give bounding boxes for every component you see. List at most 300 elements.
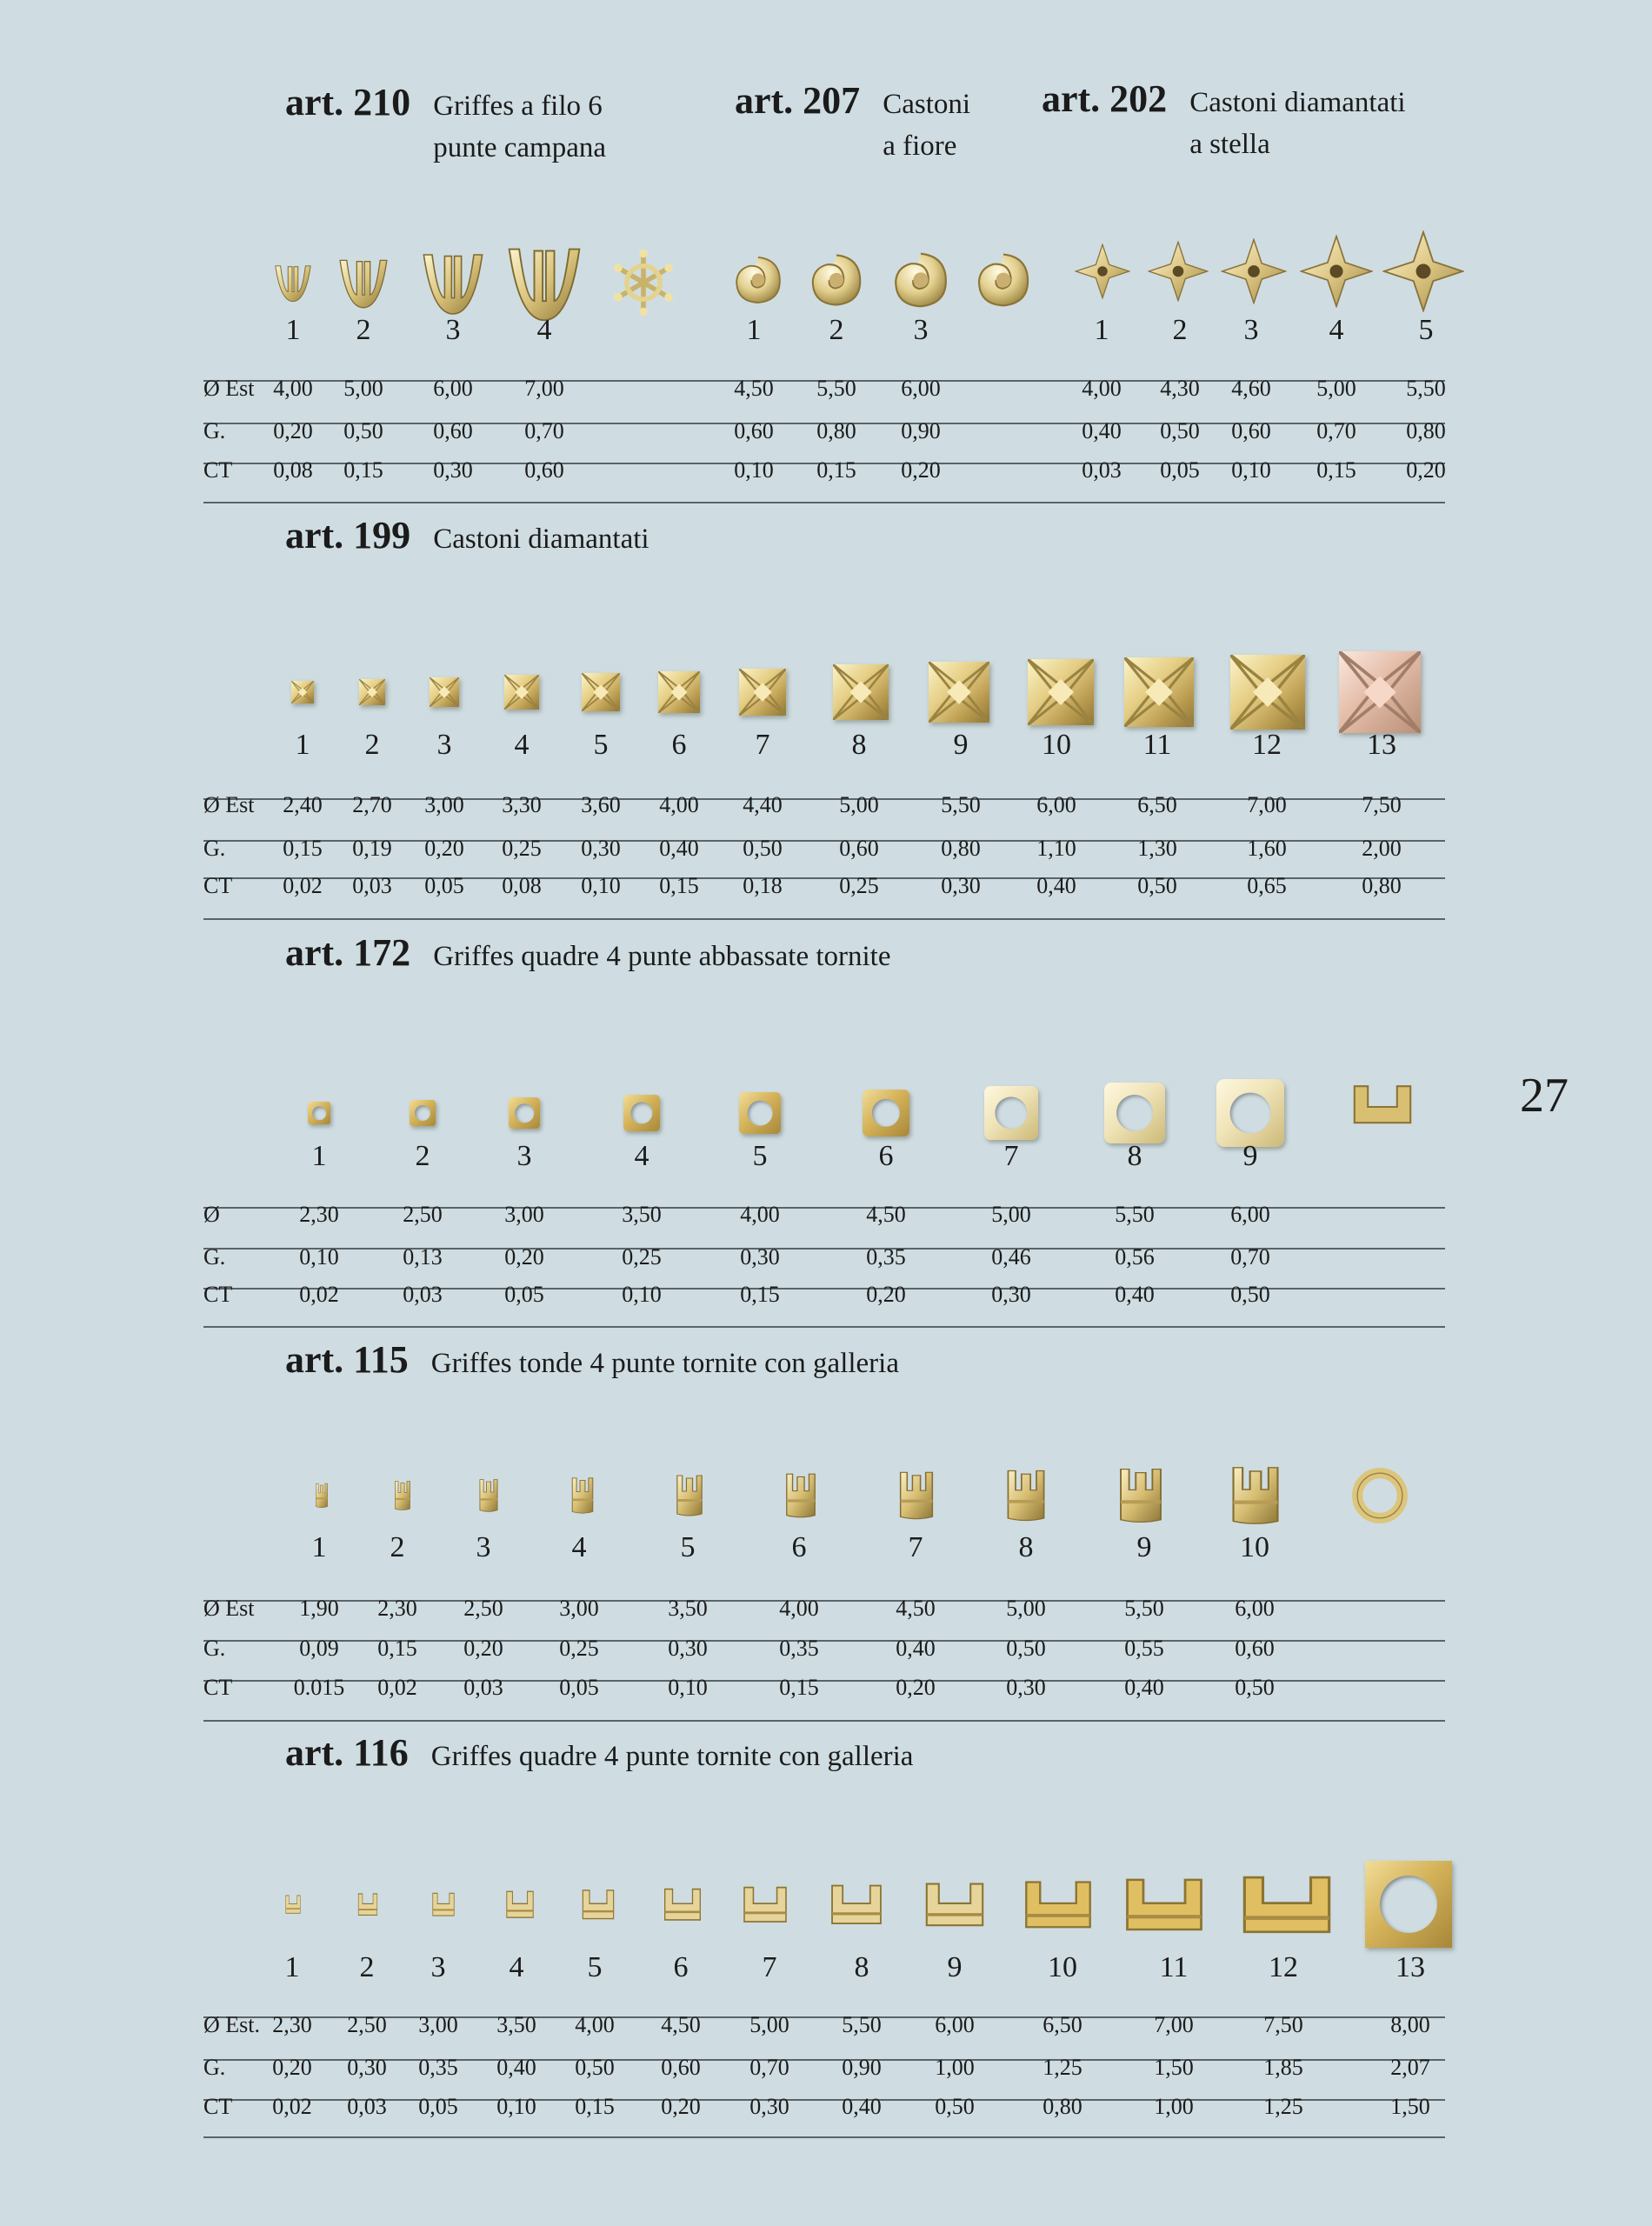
table-cell: 0,50 [1160, 418, 1200, 443]
row-label: G. [203, 1244, 226, 1270]
galleryq-setting-photo [506, 1890, 535, 1919]
square-setting-photo [623, 1095, 660, 1131]
table-cell: 1,25 [1042, 2055, 1082, 2080]
size-number: 5 [587, 1951, 603, 1983]
diamond-setting-photo [582, 673, 620, 711]
table-cell: 0,60 [661, 2055, 701, 2080]
size-number: 5 [593, 729, 609, 761]
star-setting-photo [1075, 243, 1130, 299]
table-cell: 0.015 [293, 1675, 345, 1700]
table-cell: 5,00 [839, 792, 879, 817]
square-setting-photo [1216, 1079, 1284, 1147]
bracket-setting-photo [1352, 1083, 1413, 1143]
table-cell: 0,05 [504, 1282, 544, 1307]
size-number: 4 [1329, 314, 1344, 346]
table-cell: 0,20 [901, 457, 941, 483]
size-number: 9 [947, 1951, 963, 1983]
table-cell: 5,50 [1115, 1202, 1155, 1227]
description-line: Castoni [883, 89, 971, 120]
size-number: 7 [908, 1531, 923, 1563]
table-cell: 0,10 [668, 1675, 708, 1700]
size-number: 13 [1367, 729, 1396, 761]
table-cell: 6,50 [1042, 2012, 1082, 2037]
table-cell: 0,20 [424, 836, 464, 861]
table-cell: 6,00 [1235, 1596, 1275, 1621]
table-cell: 0,20 [1406, 457, 1446, 483]
size-number: 8 [1127, 1140, 1142, 1172]
size-number: 1 [746, 314, 762, 346]
size-number: 2 [359, 1951, 375, 1983]
galleryq-setting-photo [1023, 1880, 1093, 1929]
table-cell: 3,00 [504, 1202, 544, 1227]
table-cell: 0,02 [283, 873, 323, 898]
row-label: G. [203, 2055, 226, 2080]
row-label: CT [203, 1282, 233, 1307]
table-cell: 0,50 [343, 418, 383, 443]
diamond-setting-photo [658, 671, 700, 713]
size-number: 11 [1159, 1951, 1189, 1983]
table-cell: 0,10 [1231, 457, 1271, 483]
size-number: 7 [1003, 1140, 1019, 1172]
size-number: 2 [1172, 314, 1188, 346]
article-description: Castoni diamantati [433, 523, 649, 555]
table-cell: 0,60 [1231, 418, 1271, 443]
row-label: G. [203, 418, 226, 443]
size-number: 1 [311, 1531, 327, 1563]
size-number: 3 [913, 314, 929, 346]
table-cell: 0,20 [896, 1675, 936, 1700]
table-cell: 0,10 [581, 873, 621, 898]
size-number: 11 [1142, 729, 1172, 761]
size-number: 6 [791, 1531, 807, 1563]
table-cell: 0,15 [377, 1636, 417, 1661]
table-cell: 0,02 [377, 1675, 417, 1700]
row-label: CT [203, 2094, 233, 2119]
galleryq-setting-photo [830, 1883, 883, 1925]
table-cell: 0,40 [842, 2094, 882, 2119]
table-cell: 0,80 [1406, 418, 1446, 443]
table-cell: 5,50 [816, 376, 856, 401]
table-cell: 0,10 [496, 2094, 536, 2119]
description-line: punte campana [433, 132, 607, 163]
diamond-setting-photo [504, 675, 539, 710]
table-cell: 6,50 [1137, 792, 1177, 817]
size-number: 2 [356, 314, 371, 346]
table-cell: 0,03 [1082, 457, 1122, 483]
table-cell: 0,03 [463, 1675, 503, 1700]
square-setting-photo [863, 1090, 909, 1136]
size-number: 3 [436, 729, 452, 761]
square-setting-photo [1104, 1083, 1165, 1143]
table-cell: 0,05 [424, 873, 464, 898]
table-cell: 5,50 [941, 792, 981, 817]
galleryq-setting-photo [1241, 1875, 1333, 1935]
diamond-setting-photo [1339, 651, 1421, 733]
table-cell: 0,30 [581, 836, 621, 861]
table-cell: 4,00 [575, 2012, 615, 2037]
size-number: 2 [390, 1531, 405, 1563]
table-cell: 2,40 [283, 792, 323, 817]
size-number: 10 [1048, 1951, 1077, 1983]
table-cell: 3,50 [622, 1202, 662, 1227]
table-cell: 0,40 [1115, 1282, 1155, 1307]
size-number: 9 [953, 729, 969, 761]
bell-setting-photo [418, 248, 488, 317]
diamond-setting-photo [359, 679, 385, 705]
table-cell: 4,60 [1231, 376, 1271, 401]
star-setting-photo [1300, 235, 1373, 308]
table-cell: 0,08 [273, 457, 313, 483]
table-cell: 6,00 [1230, 1202, 1270, 1227]
sqring-setting-photo [1365, 1861, 1452, 1948]
table-cell: 1,50 [1390, 2094, 1430, 2119]
table-cell: 0,20 [504, 1244, 544, 1270]
article-description [433, 85, 606, 169]
size-number: 8 [851, 729, 867, 761]
table-cell: 7,50 [1263, 2012, 1303, 2037]
size-number: 4 [509, 1951, 524, 1983]
table-cell: 0,60 [839, 836, 879, 861]
table-cell: 0,03 [347, 2094, 387, 2119]
row-label: CT [203, 1675, 233, 1700]
table-cell: 7,50 [1362, 792, 1402, 817]
size-number: 1 [311, 1140, 327, 1172]
table-cell: 0,20 [272, 2055, 312, 2080]
table-cell: 0,20 [661, 2094, 701, 2119]
table-cell: 2,70 [352, 792, 392, 817]
star-setting-photo [1148, 241, 1209, 302]
table-cell: 1,25 [1263, 2094, 1303, 2119]
square-setting-photo [410, 1100, 436, 1126]
prong-setting-photo [393, 1480, 411, 1511]
row-label: Ø Est [203, 1596, 255, 1621]
size-number: 3 [516, 1140, 532, 1172]
table-cell: 0,05 [418, 2094, 458, 2119]
page-number: 27 [1520, 1069, 1569, 1123]
table-cell: 0,20 [463, 1636, 503, 1661]
table-cell: 2,50 [403, 1202, 443, 1227]
swirl-setting-photo [973, 250, 1034, 310]
table-cell: 0,08 [502, 873, 542, 898]
table-cell: 0,20 [273, 418, 313, 443]
table-cell: 0,25 [559, 1636, 599, 1661]
size-number: 1 [295, 729, 310, 761]
prong-setting-photo [783, 1472, 819, 1519]
table-cell: 5,00 [1316, 376, 1356, 401]
prong-setting-photo [674, 1474, 705, 1517]
swirl-setting-photo [889, 249, 952, 311]
table-cell: 1,00 [1154, 2094, 1194, 2119]
size-number: 2 [415, 1140, 430, 1172]
table-cell: 2,30 [377, 1596, 417, 1621]
table-cell: 0,80 [1042, 2094, 1082, 2119]
table-cell: 3,00 [424, 792, 464, 817]
article-description: Griffes quadre 4 punte tornite con galleria [430, 1741, 914, 1772]
prong-setting-photo [570, 1476, 595, 1515]
table-cell: 0,25 [839, 873, 879, 898]
article-number: art. 115 [285, 1338, 409, 1381]
table-cell: 0,60 [524, 457, 564, 483]
table-cell: 0,15 [343, 457, 383, 483]
article-number: art. 116 [285, 1731, 409, 1774]
table-cell: 0,46 [991, 1244, 1031, 1270]
table-rule [203, 2136, 1445, 2138]
bell-setting-photo [272, 262, 314, 303]
table-cell: 4,00 [740, 1202, 780, 1227]
table-cell: 1,85 [1263, 2055, 1303, 2080]
table-cell: 3,50 [496, 2012, 536, 2037]
table-cell: 0,60 [734, 418, 774, 443]
table-cell: 6,00 [433, 376, 473, 401]
size-number: 1 [285, 314, 301, 346]
size-number: 2 [829, 314, 844, 346]
table-rule [203, 918, 1445, 920]
table-cell: 0,50 [1006, 1636, 1046, 1661]
table-cell: 0,15 [740, 1282, 780, 1307]
size-number: 4 [514, 729, 530, 761]
table-cell: 0,15 [779, 1675, 819, 1700]
table-cell: 5,50 [1124, 1596, 1164, 1621]
table-cell: 4,00 [1082, 376, 1122, 401]
table-cell: 4,30 [1160, 376, 1200, 401]
galleryq-setting-photo [924, 1882, 985, 1928]
bell-setting-photo [503, 241, 586, 324]
section-header-210 [285, 80, 606, 169]
table-cell: 4,00 [779, 1596, 819, 1621]
table-cell: 0,50 [575, 2055, 615, 2080]
article-description: Griffes tonde 4 punte tornite con galleria [430, 1348, 899, 1379]
table-cell: 2,50 [347, 2012, 387, 2037]
table-cell: 0,15 [659, 873, 699, 898]
table-cell: 0,90 [901, 418, 941, 443]
size-number: 6 [673, 1951, 689, 1983]
size-number: 13 [1396, 1951, 1425, 1983]
article-description: Griffes quadre 4 punte abbassate tornite [433, 941, 891, 972]
table-cell: 0,70 [1230, 1244, 1270, 1270]
size-number: 7 [762, 1951, 777, 1983]
table-cell: 0,25 [502, 836, 542, 861]
size-number: 4 [536, 314, 552, 346]
table-cell: 0,30 [433, 457, 473, 483]
table-cell: 0,30 [668, 1636, 708, 1661]
description-line: Griffes a filo 6 [433, 90, 603, 122]
table-cell: 1,50 [1154, 2055, 1194, 2080]
table-cell: 0,40 [659, 836, 699, 861]
table-cell: 0,10 [299, 1244, 339, 1270]
table-cell: 0,30 [941, 873, 981, 898]
table-cell: 0,20 [866, 1282, 906, 1307]
galleryq-setting-photo [582, 1889, 615, 1920]
table-cell: 0,40 [1036, 873, 1076, 898]
table-cell: 5,50 [1406, 376, 1446, 401]
prong-setting-photo [1116, 1467, 1165, 1524]
table-cell: 0,05 [559, 1675, 599, 1700]
table-cell: 0,03 [352, 873, 392, 898]
diamond-setting-photo [929, 662, 989, 723]
table-rule [203, 502, 1445, 503]
table-cell: 3,60 [581, 792, 621, 817]
size-number: 9 [1242, 1140, 1258, 1172]
size-number: 3 [476, 1531, 491, 1563]
section-header-199 [285, 513, 649, 560]
row-label: G. [203, 1636, 226, 1661]
table-cell: 7,00 [524, 376, 564, 401]
size-number: 10 [1240, 1531, 1269, 1563]
table-cell: 1,90 [299, 1596, 339, 1621]
size-number: 3 [1243, 314, 1259, 346]
article-description [883, 83, 970, 167]
table-cell: 2,00 [1362, 836, 1402, 861]
table-cell: 0,30 [991, 1282, 1031, 1307]
description-line: Castoni diamantati [1189, 87, 1406, 118]
section-header-116 [285, 1730, 913, 1777]
table-cell: 3,00 [418, 2012, 458, 2037]
size-number: 1 [284, 1951, 300, 1983]
table-cell: 1,10 [1036, 836, 1076, 861]
table-cell: 0,15 [283, 836, 323, 861]
size-number: 2 [364, 729, 380, 761]
table-cell: 1,00 [935, 2055, 975, 2080]
table-cell: 4,40 [743, 792, 783, 817]
diamond-setting-photo [430, 677, 459, 707]
table-cell: 0,35 [418, 2055, 458, 2080]
table-cell: 0,65 [1247, 873, 1287, 898]
table-rule [203, 2059, 1445, 2061]
size-number: 5 [680, 1531, 696, 1563]
size-number: 4 [571, 1531, 587, 1563]
size-number: 5 [752, 1140, 768, 1172]
table-cell: 0,15 [816, 457, 856, 483]
table-cell: 0,10 [622, 1282, 662, 1307]
table-cell: 0,30 [740, 1244, 780, 1270]
size-number: 12 [1252, 729, 1282, 761]
swirl-setting-photo [731, 253, 785, 307]
table-cell: 0,55 [1124, 1636, 1164, 1661]
article-number: art. 207 [735, 79, 861, 122]
table-cell: 0,02 [299, 1282, 339, 1307]
size-number: 6 [671, 729, 687, 761]
table-cell: 6,00 [901, 376, 941, 401]
table-cell: 5,50 [842, 2012, 882, 2037]
table-rule [203, 1326, 1445, 1328]
diamond-setting-photo [833, 664, 889, 720]
table-cell: 0,02 [272, 2094, 312, 2119]
table-cell: 0,10 [734, 457, 774, 483]
prong-setting-photo [896, 1470, 936, 1521]
table-cell: 0,50 [743, 836, 783, 861]
section-header-207 [735, 78, 970, 167]
article-number: art. 210 [285, 81, 411, 123]
prong-setting-photo [477, 1478, 499, 1513]
table-rule [203, 2099, 1445, 2101]
star-setting-photo [1221, 238, 1287, 304]
galleryq-setting-photo [743, 1885, 788, 1923]
description-line: a fiore [883, 130, 957, 162]
table-cell: 4,50 [734, 376, 774, 401]
table-cell: 0,30 [347, 2055, 387, 2080]
size-number: 12 [1269, 1951, 1298, 1983]
table-cell: 0,40 [496, 2055, 536, 2080]
row-label: G. [203, 836, 226, 861]
size-number: 8 [1018, 1531, 1034, 1563]
table-cell: 2,30 [299, 1202, 339, 1227]
square-setting-photo [984, 1086, 1038, 1140]
table-cell: 3,50 [668, 1596, 708, 1621]
article-number: art. 199 [285, 514, 411, 556]
table-cell: 0,25 [622, 1244, 662, 1270]
table-cell: 0,30 [1006, 1675, 1046, 1700]
table-cell: 0,80 [816, 418, 856, 443]
galleryq-setting-photo [285, 1895, 301, 1915]
row-label: CT [203, 457, 233, 483]
table-cell: 5,00 [343, 376, 383, 401]
table-cell: 8,00 [1390, 2012, 1430, 2037]
table-cell: 0,56 [1115, 1244, 1155, 1270]
square-setting-photo [509, 1097, 540, 1129]
table-cell: 0,19 [352, 836, 392, 861]
galleryq-setting-photo [432, 1892, 456, 1917]
diamond-setting-photo [739, 669, 786, 716]
table-cell: 1,60 [1247, 836, 1287, 861]
article-description [1189, 82, 1405, 165]
table-cell: 0,40 [896, 1636, 936, 1661]
table-cell: 0,50 [935, 2094, 975, 2119]
diamond-setting-photo [1230, 655, 1305, 730]
table-cell: 6,00 [935, 2012, 975, 2037]
table-cell: 0,60 [433, 418, 473, 443]
diamond-setting-photo [291, 681, 314, 703]
prong-setting-photo [1228, 1465, 1283, 1526]
diamond-setting-photo [1124, 657, 1194, 727]
table-cell: 0,15 [1316, 457, 1356, 483]
galleryq-setting-photo [663, 1888, 702, 1922]
table-cell: 2,50 [463, 1596, 503, 1621]
table-cell: 0,03 [403, 1282, 443, 1307]
diamond-setting-photo [1028, 659, 1094, 725]
table-cell: 0,50 [1137, 873, 1177, 898]
table-cell: 6,00 [1036, 792, 1076, 817]
flower6-setting-photo [609, 248, 678, 317]
table-cell: 0,40 [1082, 418, 1122, 443]
table-cell: 2,30 [272, 2012, 312, 2037]
table-cell: 0,70 [1316, 418, 1356, 443]
galleryq-setting-photo [1124, 1877, 1204, 1932]
table-cell: 1,30 [1137, 836, 1177, 861]
table-cell: 0,35 [779, 1636, 819, 1661]
table-cell: 0,13 [403, 1244, 443, 1270]
table-cell: 3,30 [502, 792, 542, 817]
section-header-172 [285, 930, 890, 977]
size-number: 5 [1418, 314, 1434, 346]
table-rule [203, 2016, 1445, 2018]
table-cell: 4,50 [661, 2012, 701, 2037]
size-number: 3 [445, 314, 461, 346]
table-cell: 0,35 [866, 1244, 906, 1270]
size-number: 6 [878, 1140, 894, 1172]
table-cell: 0,80 [941, 836, 981, 861]
table-cell: 0,15 [575, 2094, 615, 2119]
prong-setting-photo [1003, 1469, 1048, 1523]
prong-setting-photo [315, 1483, 330, 1509]
table-cell: 5,00 [1006, 1596, 1046, 1621]
row-label: Ø Est. [203, 2012, 260, 2037]
table-cell: 0,18 [743, 873, 783, 898]
article-number: art. 172 [285, 931, 411, 974]
table-cell: 0,90 [842, 2055, 882, 2080]
table-cell: 5,00 [991, 1202, 1031, 1227]
size-number: 8 [854, 1951, 869, 1983]
bell-setting-photo [336, 255, 391, 310]
